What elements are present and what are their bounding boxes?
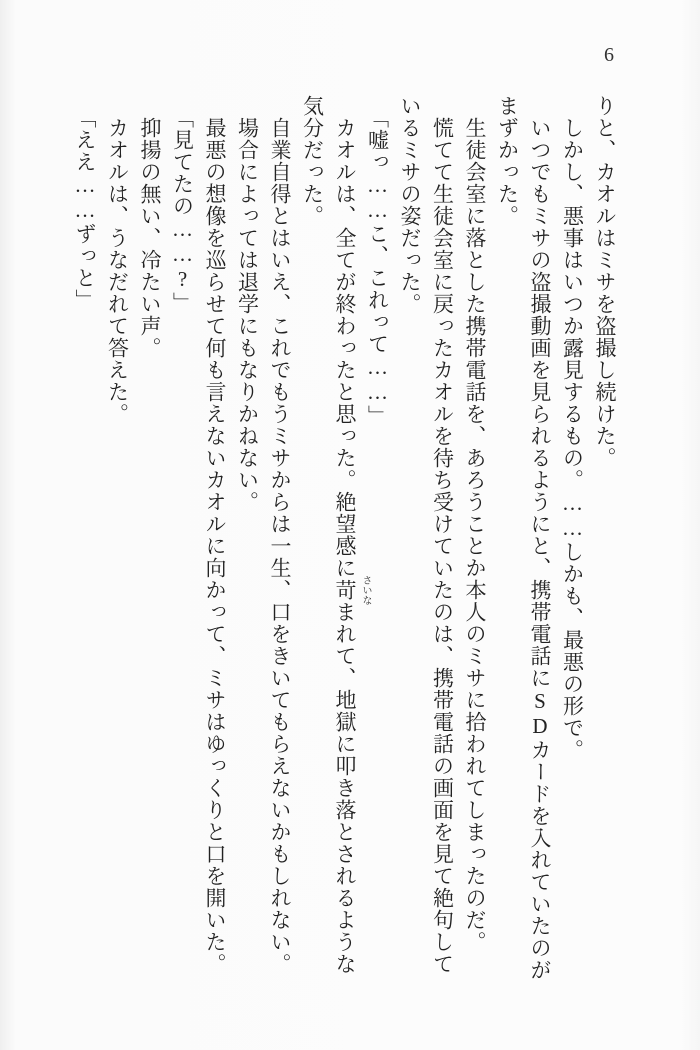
paragraph-14-dialogue: 「ええ……ずっと」 — [73, 106, 97, 311]
page-number: 6 — [604, 44, 614, 66]
paragraph-7-after-ruby: まれて、地獄に叩き落とされるような気分だった。 — [300, 95, 357, 975]
paragraph-8: 自業自得とはいえ、これでもうミサからは一生、口をきいてもらえないかもしれない。 — [268, 95, 292, 975]
paragraph-1: りと、カオルはミサを盗撮し続けた。 — [593, 95, 617, 469]
ruby-annotated-word — [333, 575, 371, 605]
ruby-base: 苛 — [333, 579, 357, 601]
paragraph-9: 場合によっては退学にもなりかねない。 — [235, 95, 260, 513]
paragraph-4: 生徒会室に落とした携帯電話を、あろうことか本人のミサに拾われてしまったのだ。 — [463, 95, 487, 953]
paragraph-10: 最悪の想像を巡らせて何も言えないカオルに向かって、ミサはゆっくりと口を開いた。 — [203, 95, 227, 975]
paragraph-6-dialogue: 「嘘っ……こ、これって……」 — [365, 106, 390, 427]
paragraph-5: 慌てて生徒会室に戻ったカオルを待ち受けていたのは、携帯電話の画面を見て絶句しているミサの姿だった。 — [398, 95, 455, 975]
paragraph-7-before-ruby: カオルは、全てが終わったと思った。絶望感に — [333, 95, 357, 579]
novel-text-block — [69, 95, 622, 981]
furigana: さいな — [360, 575, 371, 605]
paragraph-7 — [296, 95, 371, 981]
paragraph-3: いつでもミサの盗撮動画を見られるようにと、携帯電話にSDカードを入れていたのがまずかった。 — [495, 95, 552, 981]
paragraph-11-dialogue: 「見てたの……?」 — [170, 106, 195, 314]
paragraph-2: しかし、悪事はいつか露見するもの。……しかも、最悪の形で。 — [560, 95, 585, 761]
paragraph-12: 抑揚の無い、冷たい声。 — [138, 95, 162, 359]
paragraph-13: カオルは、うなだれて答えた。 — [105, 95, 130, 425]
